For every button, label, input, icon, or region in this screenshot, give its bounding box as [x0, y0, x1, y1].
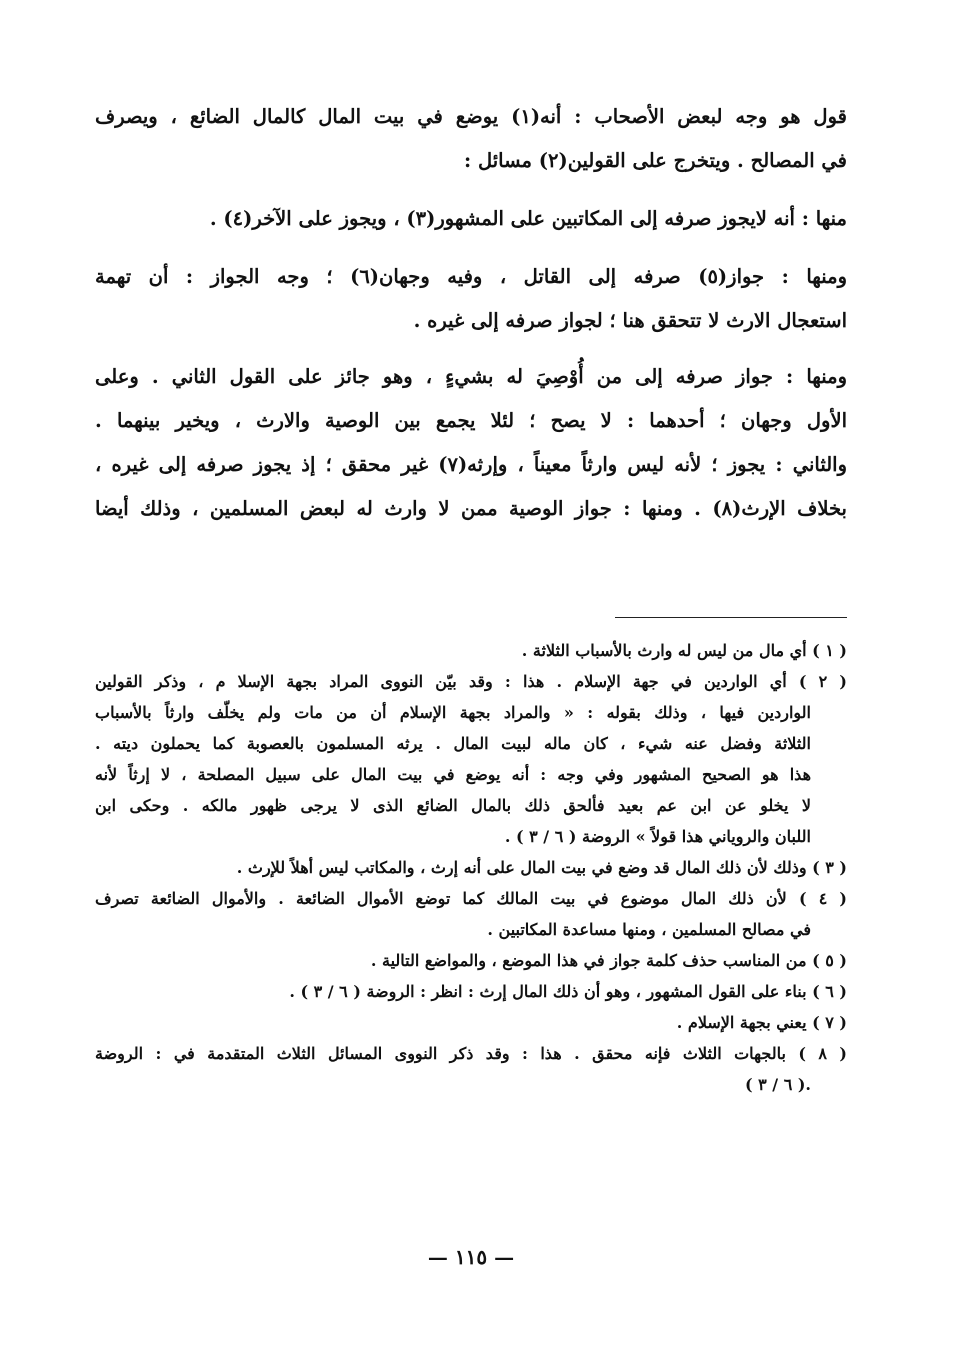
- footnote-separator: [615, 617, 847, 618]
- book-page: [95, 95, 847, 1325]
- page-number: — ١١٥ —: [427, 1245, 515, 1269]
- text-line: ومنها : جواز صرفه إلى من أُوْصِيَ له بشيءٍ ، وهو جائز على القول الثاني . وعلى: [95, 365, 847, 388]
- footnote-5: ( ٥ ) من المناسب حذف كلمة جواز في هذا الموضع ، والمواضع التالية .: [370, 951, 847, 970]
- footnote-4-cont: في مصالح المسلمين ، ومنها مساعدة المكاتبين .: [487, 920, 811, 939]
- text-line: في المصالح . ويتخرج على القولين(٢) مسائل :: [464, 149, 847, 172]
- footnote-4: ( ٤ ) لأن ذلك المال موضوع في بيت المالك كما توضع الأموال الضائعة . والأموال الضائعة تصرف: [95, 889, 847, 908]
- paragraph-gap: [95, 183, 847, 197]
- main-text: [95, 95, 847, 531]
- footnote-2-cont: لا يخلو عن ابن عم بعيد فألحق ذلك بالمال الضائع الذى لا يرجى ظهور مالكه . وحكى ابن: [95, 796, 811, 815]
- text-line: قول هو وجه لبعض الأصحاب : أنه(١) يوضع في بيت المال كالمال الضائع ، ويصرف: [95, 105, 847, 128]
- footnote-2-cont: الثلاثة وفضل عنه شيء ، كان ماله لبيت المال . يرثه المسلمون بالعصوبة كما يحملون ديته .: [95, 734, 811, 753]
- paragraph-3: [95, 255, 847, 343]
- paragraph-2: [95, 197, 847, 241]
- paragraph-gap: [95, 241, 847, 255]
- footnotes: [95, 635, 847, 1100]
- footnote-2: ( ٢ ) أي الواردين في جهة الإسلام . هذا : وقد بيّن النووى المراد بجهة الإسلا م ، وذكر القولين: [95, 672, 847, 691]
- footnote-3: ( ٣ ) وذلك لأن ذلك المال قد وضع في بيت المال على أنه إرث ، والمكاتب ليس أهلاً للإرث .: [236, 858, 847, 877]
- text-line: ومنها : جواز(٥) صرفه إلى القاتل ، وفيه وجهان(٦) ؛ وجه الجواز : أن تهمة: [95, 265, 847, 288]
- footnote-8: ( ٨ ) بالجهات الثلاث فإنه محقق . هذا : وقد ذكر النووى المسائل الثلاث المتقدمة في : الروضة: [95, 1044, 847, 1063]
- footnote-1: ( ١ ) أي مال من ليس له وارث بالأسباب الثلاثة .: [521, 641, 847, 660]
- text-line: بخلاف الإرث(٨) . ومنها : جواز الوصية ممن لا وارث له لبعض المسلمين ، وذلك أيضا: [95, 497, 847, 520]
- footnote-2-cont: الواردين فيها ، وذلك بقوله : « والمراد بجهة الإسلام أن من مات ولم يخلّف وارثاً بالأسباب: [95, 703, 811, 722]
- footnote-6: ( ٦ ) بناء على القول المشهور ، وهو أن ذلك المال إرث : انظر : الروضة ( ٦ / ٣ ) .: [289, 982, 847, 1001]
- footnote-7: ( ٧ ) يعني بجهة الإسلام .: [676, 1013, 847, 1032]
- text-line: والثاني : يجوز ؛ لأنه ليس وارثاً معيناً ، وإرثه(٧) غير محقق ؛ إذ يجوز صرفه إلى غيره ،: [95, 453, 847, 476]
- text-line: استعجال الارث لا تتحقق هنا ؛ لجواز صرفه إلى غيره .: [413, 309, 847, 332]
- paragraph-4: [95, 355, 847, 531]
- paragraph-1: [95, 95, 847, 183]
- paragraph-gap: [95, 343, 847, 355]
- text-line: الأول وجهان ؛ أحدهما : لا يصح ؛ لئلا يجمع بين الوصية والارث ، ويخير بينهما .: [95, 409, 847, 432]
- footnote-8-cont: .( ٦ / ٣ ): [744, 1075, 811, 1094]
- footnote-2-cont: هذا هو الصحيح المشهور وفي وجه : أنه يوضع في بيت المال على سبيل المصلحة ، لا إرثاً لأنه: [95, 765, 812, 784]
- text-line: منها : أنه لايجوز صرفه إلى المكاتبين على المشهور(٣) ، ويجوز على الآخر(٤) .: [209, 207, 847, 230]
- footnote-2-cont: اللبان والروياني هذا قولاً » الروضة ( ٦ / ٣ ) .: [504, 827, 811, 846]
